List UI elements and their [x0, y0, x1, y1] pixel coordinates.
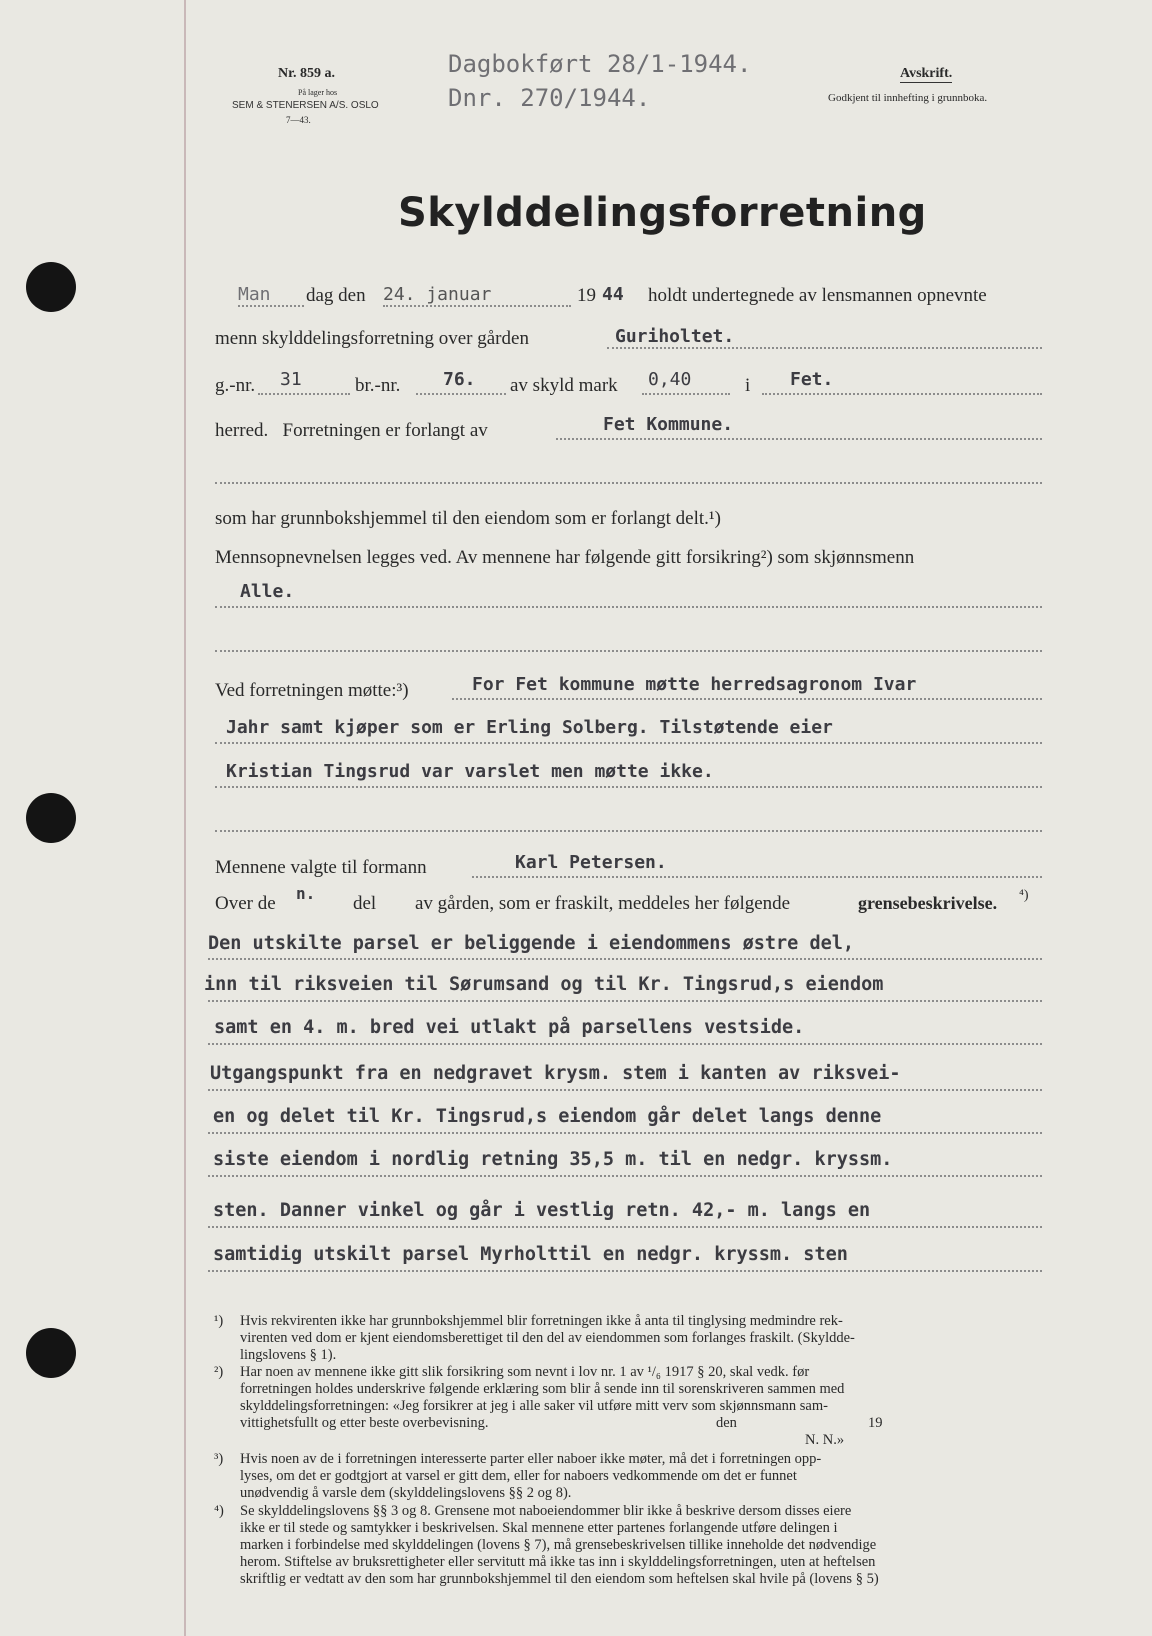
footnote-3-line-1: Hvis noen av de i forretningen interesserte parter eller naboer ikke møter, må det i forretningen opp-	[240, 1451, 822, 1467]
date: 24. januar	[383, 284, 492, 305]
registered-date: Dagbokført 28/1-1944.	[448, 50, 752, 78]
field-line	[472, 876, 1042, 878]
margin-line	[184, 0, 186, 1636]
year-prefix: 19	[577, 285, 596, 306]
footnote-4-line-5: skriftlig er vedtatt av den som har grunnbokshjemmel til den eiendom som heftelsen skal hvile på (lovens § 5)	[240, 1571, 879, 1587]
footnote-4-line-1: Se skylddelingslovens §§ 3 og 8. Grensene mot naboeiendommer blir ikke å beskrive dersom disses eiere	[240, 1503, 852, 1519]
field-line	[208, 1089, 1042, 1091]
footnote-2-line-3: skylddelingsforretningen: «Jeg forsikrer at jeg i alle saker vil utføre mitt verv som skjønnsmann sam-	[240, 1398, 828, 1414]
form-number: Nr. 859 a.	[278, 66, 336, 81]
punch-hole-top	[26, 262, 76, 312]
boundary-footnote-mark: ⁴)	[1019, 888, 1029, 903]
place: Fet.	[790, 369, 834, 390]
description-line-8: samtidig utskilt parsel Myrholttil en nedgr. kryssm. sten	[213, 1244, 848, 1265]
description-line-3: samt en 4. m. bred vei utlakt på parsellens vestside.	[214, 1017, 805, 1038]
field-line	[215, 650, 1042, 652]
field-line	[208, 1043, 1042, 1045]
part-fraction: n.	[296, 884, 316, 903]
appraisers: Alle.	[240, 581, 295, 602]
description-line-1: Den utskilte parsel er beliggende i eiendommens østre del,	[208, 933, 855, 954]
bnr-value: 76.	[443, 369, 476, 390]
field-line	[452, 698, 1042, 700]
field-line	[416, 393, 506, 395]
footnote-4-line-3: marken i forbindelse med skylddelingen (lovens § 7), må grensebeskrivelsen tillike inneholde det nødvendige	[240, 1537, 877, 1553]
field-line	[208, 1000, 1042, 1002]
attended-line-2: Jahr samt kjøper som er Erling Solberg. Tilstøtende eier	[226, 717, 833, 738]
footnote-1-line-3: lingslovens § 1).	[240, 1347, 337, 1363]
footnote-2-line-2: forretningen holdes underskrive følgende erklæring som blir å sende inn til sorenskriveren sammen med	[240, 1381, 845, 1397]
footnote-4-mark: ⁴)	[214, 1503, 224, 1519]
field-line	[208, 958, 1042, 960]
field-line	[215, 830, 1042, 832]
footnote-2-line-4: vittighetsfullt og etter beste overbevisning.	[240, 1415, 489, 1431]
footnote-4-line-4: herom. Stiftelse av bruksrettigheter eller servitutt må ikke tas inn i skylddelingsforretningen, uten at heftelsen	[240, 1554, 876, 1570]
part-text-a: Over de	[215, 893, 276, 914]
footnote-2-year: 19	[868, 1415, 883, 1431]
field-line	[607, 347, 1042, 349]
attended-line-3: Kristian Tingsrud var varslet men møtte ikke.	[226, 761, 714, 782]
footnote-1-mark: ¹)	[214, 1313, 224, 1329]
footnote-2-den: den	[716, 1415, 737, 1431]
footnote-2-mark: ²)	[214, 1364, 224, 1380]
gnr-label: g.-nr.	[215, 375, 256, 396]
field-line	[215, 786, 1042, 788]
text-over-farm: menn skylddelingsforretning over gården	[215, 328, 529, 349]
description-line-5: en og delet til Kr. Tingsrud,s eiendom går delet langs denne	[213, 1106, 882, 1127]
gnr-value: 31	[280, 369, 302, 390]
document-title: Skylddelingsforretning	[398, 190, 927, 236]
field-line	[208, 1226, 1042, 1228]
field-line	[215, 606, 1042, 608]
publisher-line3: 7—43.	[286, 115, 311, 125]
farm-name: Guriholtet.	[615, 326, 735, 347]
boundary-heading: grensebeskrivelse.	[858, 893, 998, 913]
text-held: holdt undertegnede av lensmannen opnevnte	[648, 285, 987, 306]
publisher-line2: SEM & STENERSEN A/S. OSLO	[232, 100, 379, 111]
attended-label: Ved forretningen møtte:³)	[215, 680, 409, 701]
copy-label: Avskrift.	[900, 66, 953, 81]
field-line	[208, 1175, 1042, 1177]
description-line-7: sten. Danner vinkel og går i vestlig retn. 42,- m. langs en	[213, 1200, 871, 1221]
publisher-line1: På lager hos	[298, 88, 338, 97]
skyld-label: av skyld mark	[510, 375, 618, 396]
requester: Fet Kommune.	[603, 414, 734, 435]
field-line	[208, 1270, 1042, 1272]
text-i: i	[745, 375, 751, 396]
part-text-b: del	[353, 893, 377, 914]
punch-hole-middle	[26, 793, 76, 843]
attended-line-1: For Fet kommune møtte herredsagronom Ivar	[472, 674, 917, 695]
footnote-3-mark: ³)	[214, 1451, 224, 1467]
field-line	[258, 393, 350, 395]
field-line	[208, 1132, 1042, 1134]
skyld-value: 0,40	[648, 369, 692, 390]
field-line	[642, 393, 730, 395]
year: 44	[602, 284, 624, 305]
chairman-label: Mennene valgte til formann	[215, 857, 427, 878]
footnote-3-line-3: unødvendig å varsle dem (skylddelingslovens §§ 2 og 8).	[240, 1485, 572, 1501]
description-line-4: Utgangspunkt fra en nedgravet krysm. stem i kanten av riksvei-	[210, 1063, 901, 1084]
footnote-2-line-1: Har noen av mennene ikke gitt slik forsikring som nevnt i lov nr. 1 av ¹/₆ 1917 § 20, skal vedk. før	[240, 1364, 810, 1380]
footnote-3-line-2: lyses, om det er godtgjort at varsel er gitt dem, eller for naboers vedkommende om det er funnet	[240, 1468, 797, 1484]
field-line	[215, 482, 1042, 484]
part-text-c: av gården, som er fraskilt, meddeles her følgende	[415, 893, 791, 914]
diary-number: Dnr. 270/1944.	[448, 84, 651, 112]
chairman-name: Karl Petersen.	[515, 852, 667, 873]
footnote-2-nn: N. N.»	[805, 1432, 845, 1448]
field-line	[215, 742, 1042, 744]
bnr-label: br.-nr.	[355, 375, 401, 396]
footnote-1-line-2: virenten ved dom er kjent eiendomsberettiget til den del av eiendommen som forlanges fraskilt. (Skyldde-	[240, 1330, 855, 1346]
punch-hole-bottom	[26, 1328, 76, 1378]
text-mennsopnevnelsen: Mennsopnevnelsen legges ved. Av mennene har følgende gitt forsikring²) som skjønnsmenn	[215, 547, 915, 568]
field-line	[556, 438, 1042, 440]
footnote-4-line-2: ikke er til stede og samtykker i beskrivelsen. Skal mennene etter partenes forlangende utføre delingen i	[240, 1520, 838, 1536]
field-line	[762, 393, 1042, 395]
weekday: Man	[238, 284, 271, 305]
description-line-6: siste eiendom i nordlig retning 35,5 m. til en nedgr. kryssm.	[213, 1149, 893, 1170]
description-line-2: inn til riksveien til Sørumsand og til Kr. Tingsrud,s eiendom	[204, 974, 884, 995]
field-line	[238, 305, 304, 307]
text-herred: herred. Forretningen er forlangt av	[215, 420, 488, 441]
text-grunnbokshjemmel: som har grunnbokshjemmel til den eiendom som er forlangt delt.¹)	[215, 508, 721, 529]
text-day: dag den	[306, 285, 366, 306]
approved-note: Godkjent til innhefting i grunnboka.	[828, 92, 988, 104]
footnote-1-line-1: Hvis rekvirenten ikke har grunnbokshjemmel blir forretningen ikke å anta til tinglysing medmindre rek-	[240, 1313, 843, 1329]
field-line	[383, 305, 571, 307]
